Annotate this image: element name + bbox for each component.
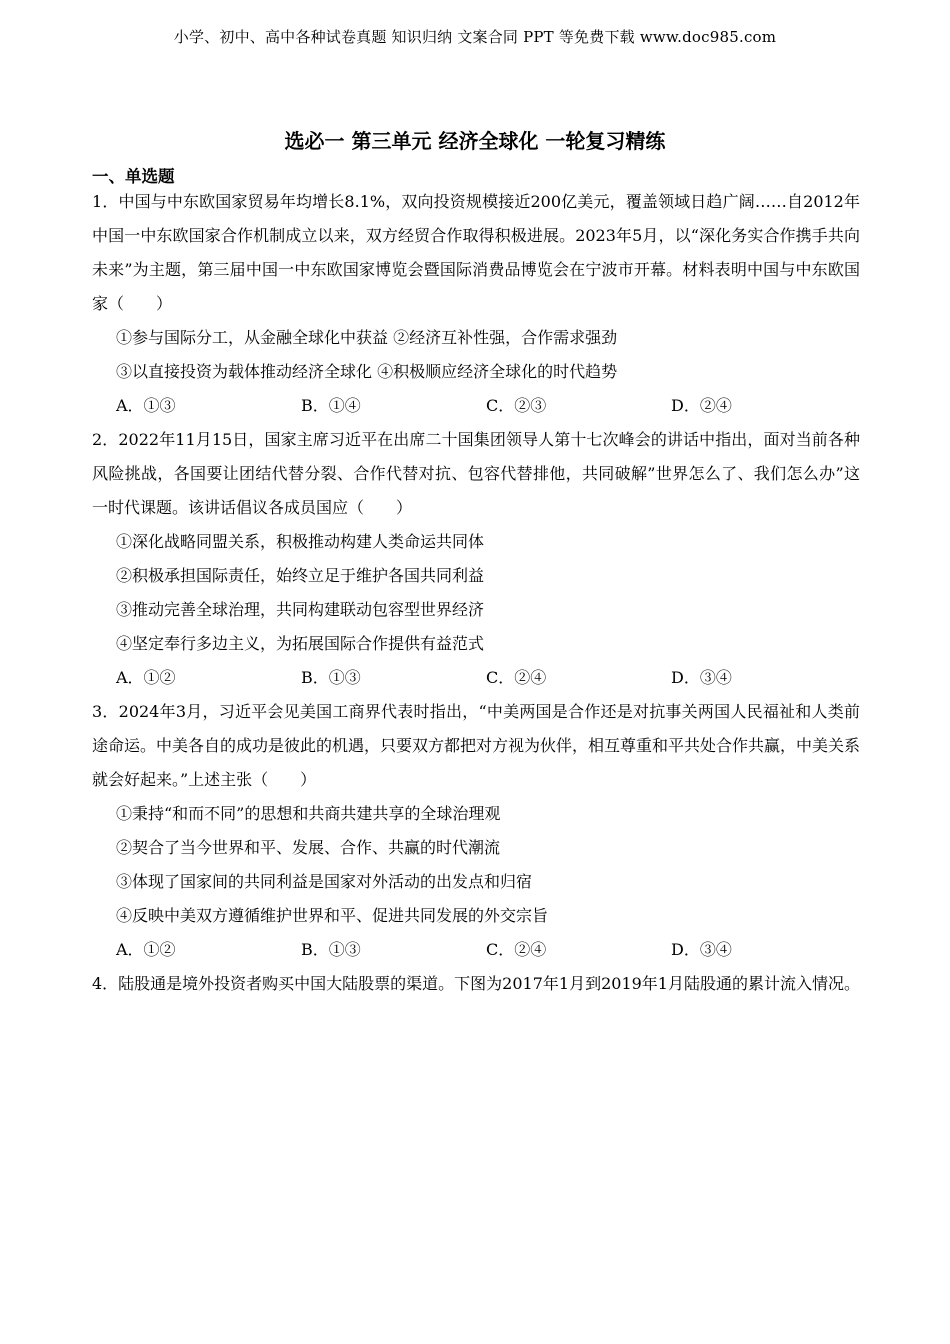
option-a[interactable]: A．①③ bbox=[116, 396, 176, 415]
question-stem: 4．陆股通是境外投资者购买中国大陆股票的渠道。下图为2017年1月到2019年1月陆股通的累计流入情况。 bbox=[92, 974, 860, 993]
option-d[interactable]: D．③④ bbox=[671, 668, 732, 687]
question-stem: 3．2024年3月，习近平会见美国工商界代表时指出，“中美两国是合作还是对抗事关两国人民福祉和人类前途命运。中美各自的成功是彼此的机遇，只要双方都把对方视为伙伴，相互尊重和平共处合作共赢，中美关系就会好起来。”上述主张（ ） bbox=[92, 702, 861, 789]
answer-options bbox=[92, 389, 860, 423]
question-4 bbox=[92, 967, 860, 1001]
statement-line: ①秉持“和而不同”的思想和共商共建共享的全球治理观 bbox=[116, 804, 501, 823]
document-title: 选必一 第三单元 经济全球化 一轮复习精练 bbox=[284, 129, 666, 153]
option-b[interactable]: B．①④ bbox=[301, 396, 361, 415]
option-a[interactable]: A．①② bbox=[116, 940, 176, 959]
statement-line: ②契合了当今世界和平、发展、合作、共赢的时代潮流 bbox=[116, 838, 501, 857]
question-2 bbox=[92, 423, 860, 695]
option-a[interactable]: A．①② bbox=[116, 668, 176, 687]
option-c[interactable]: C．②③ bbox=[486, 396, 547, 415]
statement-line: ③体现了国家间的共同利益是国家对外活动的出发点和归宿 bbox=[116, 872, 533, 891]
question-stem: 1．中国与中东欧国家贸易年均增长8.1%，双向投资规模接近200亿美元，覆盖领域日趋广阔……自2012年中国一中东欧国家合作机制成立以来，双方经贸合作取得积极进展。2023年5月，以“深化务实合作携手共向未来”为主题，第三届中国一中东欧国家博览会暨国际消费品博览会在宁波市开幕。材料表明中国与中东欧国家（ ） bbox=[92, 192, 860, 313]
statement-line: ①深化战略同盟关系，积极推动构建人类命运共同体 bbox=[116, 532, 485, 551]
section-heading: 一、单选题 bbox=[92, 167, 175, 186]
page-header: 小学、初中、高中各种试卷真题 知识归纳 文案合同 PPT 等免费下载 www.doc985.com bbox=[173, 28, 777, 46]
statement-line: ④坚定奉行多边主义，为拓展国际合作提供有益范式 bbox=[116, 634, 485, 653]
option-c[interactable]: C．②④ bbox=[486, 940, 547, 959]
option-b[interactable]: B．①③ bbox=[301, 668, 361, 687]
statement-line: ②积极承担国际责任，始终立足于维护各国共同利益 bbox=[116, 566, 485, 585]
question-stem: 2．2022年11月15日，国家主席习近平在出席二十国集团领导人第十七次峰会的讲话中指出，面对当前各种风险挑战，各国要让团结代替分裂、合作代替对抗、包容代替排他，共同破解”世界怎么了、我们怎么办”这一时代课题。该讲话倡议各成员国应（ ） bbox=[92, 430, 860, 517]
statement-line: ③以直接投资为载体推动经济全球化 ④积极顺应经济全球化的时代趋势 bbox=[116, 362, 618, 381]
answer-options bbox=[92, 661, 860, 695]
option-b[interactable]: B．①③ bbox=[301, 940, 361, 959]
option-d[interactable]: D．②④ bbox=[671, 396, 732, 415]
option-c[interactable]: C．②④ bbox=[486, 668, 547, 687]
answer-options bbox=[92, 933, 860, 967]
statement-line: ④反映中美双方遵循维护世界和平、促进共同发展的外交宗旨 bbox=[116, 906, 549, 925]
question-list bbox=[92, 185, 860, 1001]
option-d[interactable]: D．③④ bbox=[671, 940, 732, 959]
statement-line: ①参与国际分工，从金融全球化中获益 ②经济互补性强，合作需求强劲 bbox=[116, 328, 618, 347]
question-3 bbox=[92, 695, 860, 967]
question-1 bbox=[92, 185, 860, 423]
statement-line: ③推动完善全球治理，共同构建联动包容型世界经济 bbox=[116, 600, 485, 619]
